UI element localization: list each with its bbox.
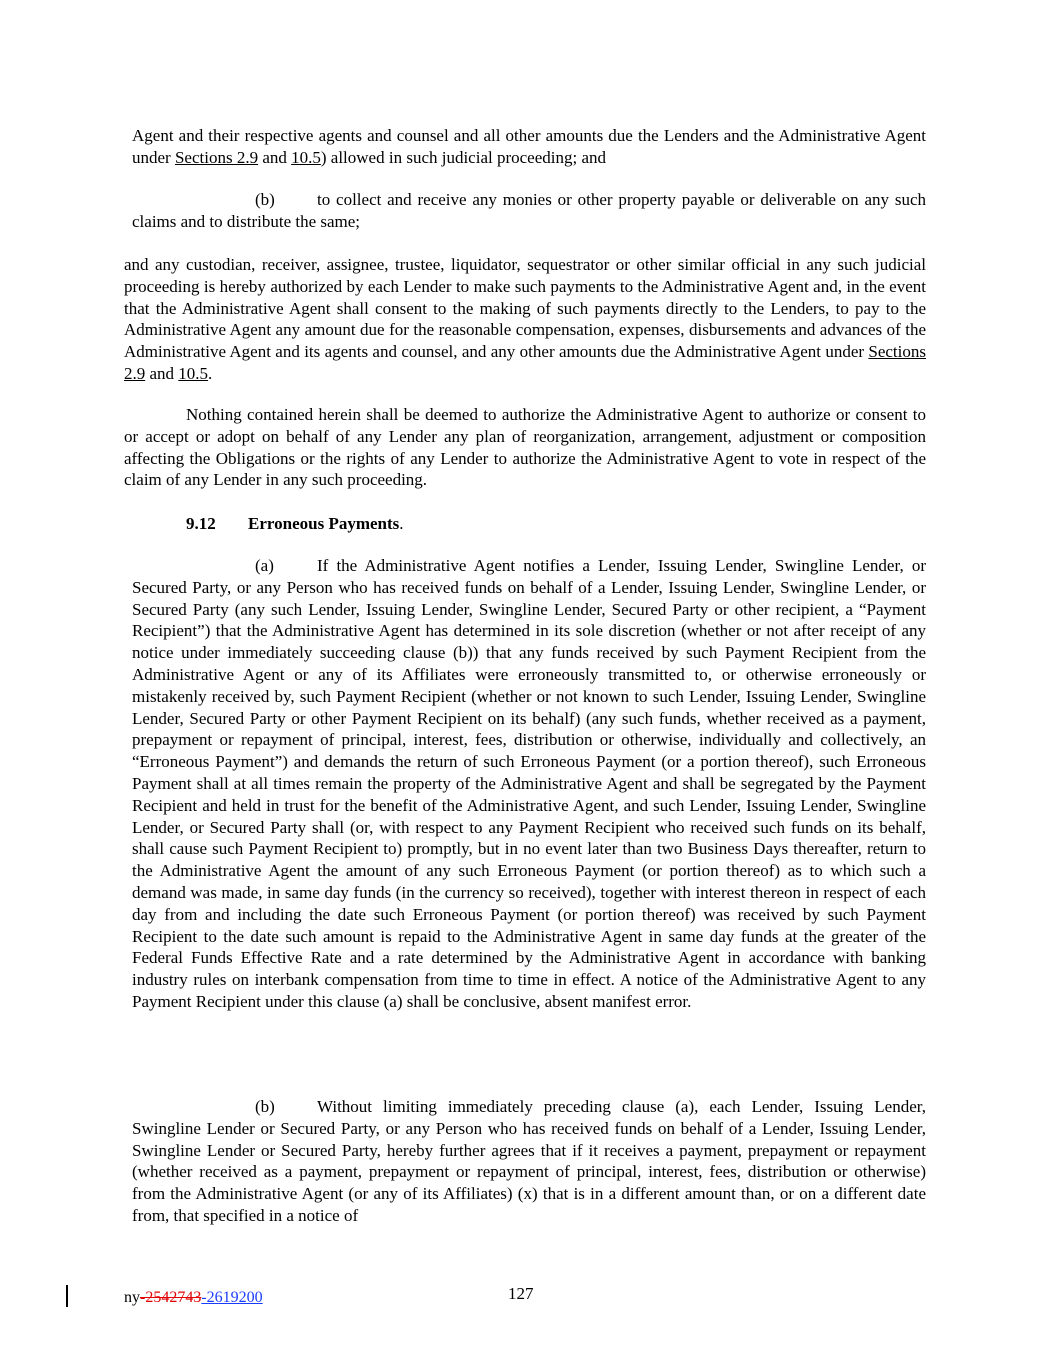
section-title-period: . (399, 514, 404, 533)
page-number: 127 (508, 1284, 534, 1303)
clause-text: If the Administrative Agent notifies a Lender, Issuing Lender, Swingline Lender, or Secured Party, or any Person who has received funds on behalf of a Lender, Issuing Lender, Swingline Lender, or Secured Party (any such Lender, Issuing Lender, Swingline Lender, Secured Party or other recipient, a “Payment Recipient”) that the Administrative Agent has determined in its sole discretion (whether or not after receipt of any notice under immediately succeeding clause (b)) that any funds received by such Payment Recipient from the Administrative Agent or any of its Affiliates were erroneously transmitted to, or otherwise erroneously or mistakenly received by, such Payment Recipient (whether or not known to such Lender, Issuing Lender, Swingline Lender, Secured Party or other Payment Recipient on its behalf) (any such funds, whether received as a payment, prepayment or repayment of principal, interest, fees, distribution or otherwise, individually and collectively, an “Erroneous Payment”) and demands the return of such Erroneous Payment (or a portion thereof), such Erroneous Payment shall at all times remain the property of the Administrative Agent and shall be segregated by the Payment Recipient and held in trust for the benefit of the Administrative Agent, and such Lender, Issuing Lender, Swingline Lender, or Secured Party shall (or, with respect to any Payment Recipient who received such funds on its behalf, shall cause such Payment Recipient to) promptly, but in no event later than two Business Days thereafter, return to the Administrative Agent the amount of any such Erroneous Payment (or portion thereof) as to which such a demand was made, in same day funds (in the currency so received), together with interest thereon in respect of each day from and including the date such Erroneous Payment (or portion thereof) was received by such Payment Recipient to the date such amount is repaid to the Administrative Agent in same day funds at the greater of the Federal Funds Effective Rate and a rate determined by the Administrative Agent in accordance with banking industry rules on interbank compensation from time to time in effect. A notice of the Administrative Agent to any Payment Recipient under this clause (a) shall be conclusive, absent manifest error. (132, 556, 926, 1011)
change-bar (66, 1285, 68, 1307)
section-number: 9.12 (186, 514, 216, 533)
section-reference: 10.5 (178, 363, 209, 383)
section-heading (186, 513, 404, 535)
deleted-id: -2542743 (140, 1289, 202, 1306)
inserted-id: -2619200 (201, 1289, 263, 1306)
clause-b-collect (132, 189, 926, 233)
section-reference: 10.5 (291, 147, 321, 167)
paragraph-text: Agent and their respective agents and counsel and all other amounts due the Lenders and the Administrative Agent under (132, 126, 926, 167)
clause-label: (b) (255, 1097, 275, 1116)
section-reference: Sections 2.9 (174, 147, 259, 167)
clause-label: (b) (255, 190, 275, 209)
paragraph-text: . (208, 363, 213, 383)
clause-a-erroneous (132, 555, 926, 1013)
clause-b-without-limiting (132, 1096, 926, 1227)
paragraph-text: ) allowed in such judicial proceeding; and (320, 147, 607, 167)
document-id-prefix: ny (124, 1289, 140, 1306)
clause-text: Without limiting immediately preceding clause (a), each Lender, Issuing Lender, Swingline Lender or Secured Party, or any Person who has received funds on behalf of a Lender, Issuing Lender, Swingline Lender or Secured Party, hereby further agrees that if it receives a payment, prepayment or repayment (whether received as a payment, prepayment or repayment of principal, interest, fees, distribution or otherwise) from the Administrative Agent (or any of its Affiliates) (x) that is in a different amount than, or on a different date from, that specified in a notice of (132, 1097, 926, 1225)
clause-text: to collect and receive any monies or other property payable or deliverable on any such claims and to distribute the same; (132, 190, 926, 231)
paragraph-text: and (258, 147, 292, 167)
clause-label: (a) (255, 556, 274, 575)
section-reference: Sections 2.9 (124, 342, 926, 383)
paragraph-text: and any custodian, receiver, assignee, trustee, liquidator, sequestrator or other similar official in any such judicial proceeding is hereby authorized by each Lender to make such payments to the Administrative Agent and, in the event that the Administrative Agent shall consent to the making of such payments directly to the Lenders, to pay to the Administrative Agent any amount due for the reasonable compensation, expenses, disbursements and advances of the Administrative Agent and its agents and counsel, and any other amounts due the Administrative Agent under (124, 255, 926, 362)
nothing-contained-paragraph: Nothing contained herein shall be deemed to authorize the Administrative Agent to authorize or consent to or accept or adopt on behalf of any Lender any plan of reorganization, arrangement, adjustment or composition affecting the Obligations or the rights of any Lender to authorize the Administrative Agent to vote in respect of the claim of any Lender in any such proceeding. (124, 405, 926, 490)
custodian-paragraph (124, 254, 926, 385)
paragraph-continuation (132, 125, 926, 169)
document-id (124, 1287, 263, 1309)
paragraph-text: and (145, 363, 179, 383)
section-title: Erroneous Payments (248, 514, 400, 533)
